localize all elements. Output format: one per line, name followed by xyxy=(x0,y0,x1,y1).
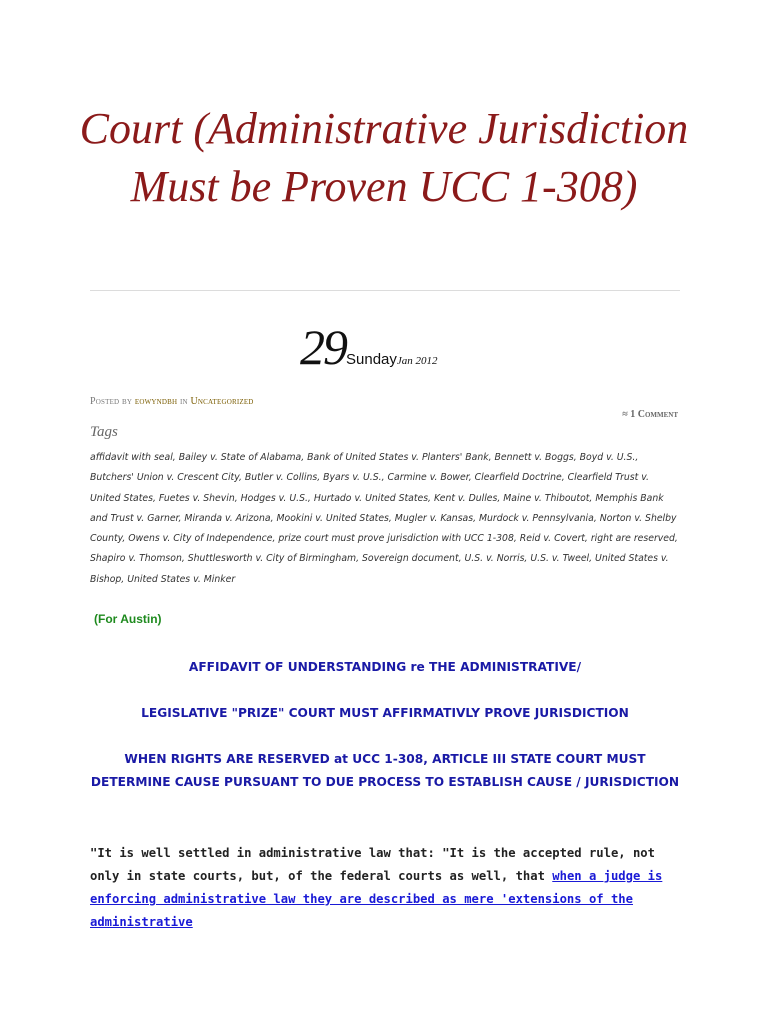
date-weekday: Sunday xyxy=(346,351,397,368)
tags-label: Tags xyxy=(90,424,118,440)
body-paragraph xyxy=(90,842,680,934)
comments-link[interactable]: ≈ 1 Comment xyxy=(622,409,678,420)
dedication-text: (For Austin) xyxy=(94,612,162,626)
post-date xyxy=(300,318,438,376)
heading-prize-court: LEGISLATIVE "PRIZE" COURT MUST AFFIRMATIVLY PROVE JURISDICTION xyxy=(141,706,629,720)
heading-rights-reserved: WHEN RIGHTS ARE RESERVED at UCC 1-308, ARTICLE III STATE COURT MUST DETERMINE CAUSE PURSUANT TO DUE PROCESS TO ESTABLISH CAUSE / JURISDICTION xyxy=(90,752,680,789)
post-title: Court (Administrative Jurisdiction Must be Proven UCC 1-308) xyxy=(79,104,689,211)
paragraph-text: "It is well settled in administrative law that: "It is the accepted rule, not only in state courts, but, of the federal courts as well, that xyxy=(90,846,655,883)
heading-affidavit: AFFIDAVIT OF UNDERSTANDING re THE ADMINISTRATIVE/ xyxy=(188,660,582,674)
posted-by-prefix: Posted by xyxy=(90,396,135,407)
date-month-year: Jan 2012 xyxy=(396,355,438,367)
post-meta xyxy=(90,396,254,407)
author-link[interactable]: eowyndbh xyxy=(134,396,178,407)
date-day: 29 xyxy=(300,319,346,375)
posted-in-text: in xyxy=(177,396,191,407)
tags-list[interactable]: affidavit with seal, Bailey v. State of Alabama, Bank of United States v. Planters' Bank, Bennett v. Boggs, Boyd v. U.S., Butchers' Union v. Crescent City, Butler v. Collins, Byars v. U.S., Carmine v. Bower, Clearfield Doctrine, Clearfield Trust v. United States, Fuetes v. Shevin, Hodges v. U.S., Hurtado v. United States, Kent v. Dulles, Maine v. Thiboutot, Memphis Bank and Trust v. Garner, Miranda v. Arizona, Mookini v. United States, Mugler v. Kansas, Murdock v. Pennsylvania, Norton v. Shelby County, Owens v. City of Independence, prize court must prove jurisdiction with UCC 1-308, Reid v. Covert, right are reserved, Shapiro v. Thomson, Shuttlesworth v. City of Birmingham, Sovereign document, U.S. v. Norris, U.S. v. Tweel, United States v. Bishop, United States v. Minker xyxy=(90,452,678,585)
category-link[interactable]: Uncategorized xyxy=(190,396,254,407)
title-divider xyxy=(90,290,680,291)
paragraph-link[interactable]: when a judge is enforcing administrative law they are described as mere 'extensions of the administrative xyxy=(90,869,663,929)
